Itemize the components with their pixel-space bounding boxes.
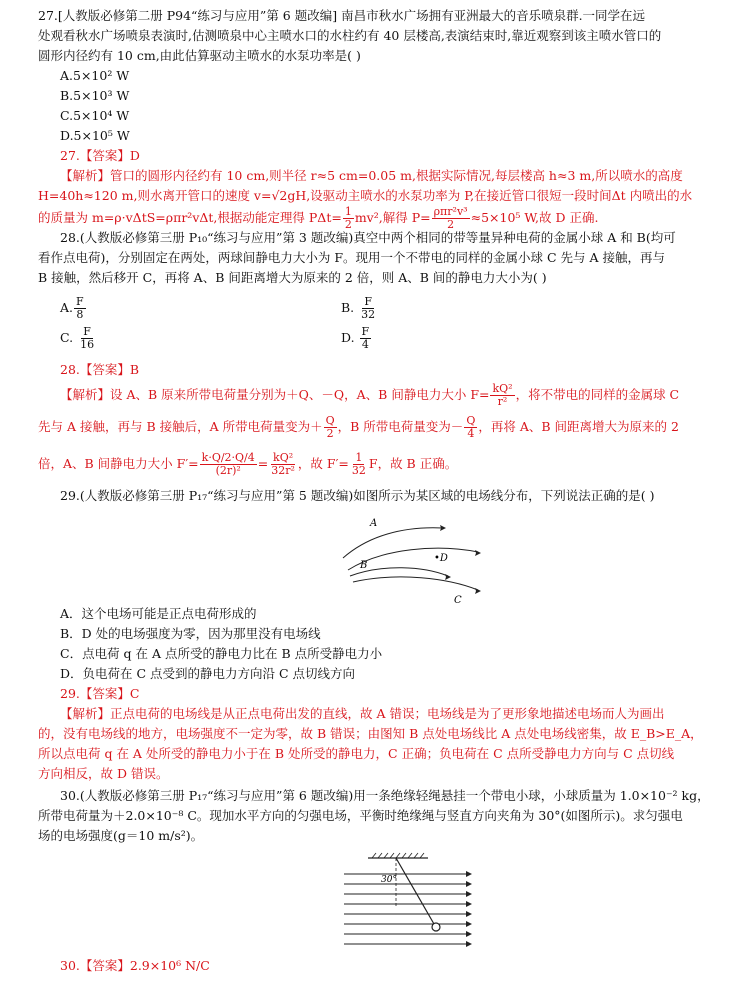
q28-option-d [341, 326, 372, 351]
option-letter: A. [60, 300, 74, 315]
frac-numerator: kQ² [273, 451, 294, 464]
q29-explanation-line-1: 【解析】正点电荷的电场线是从正点电荷出发的直线，故 A 错误；电场线是为了更形象地描述电场而人为画出 [60, 706, 665, 721]
q27-option-a: A.5×10² W [60, 68, 130, 83]
q27-exp3-part-c: ≈5×10⁵ W,故 D 正确. [470, 210, 599, 225]
option-fraction [74, 296, 86, 321]
q28-exp1-part-b: ，将不带电的同样的金属球 C [515, 387, 680, 402]
q29-explanation-line-2: 的，没有电场线的地方，电场强度不一定为零，故 B 错误；由图知 B 点处电场线比 A 点处电场线密集，故 E_B>E_A， [38, 726, 703, 741]
label-a: A [370, 518, 378, 529]
q29-stem: 29.(人教版必修第三册 P₁₇“练习与应用”第 5 题改编)如图所示为某区域的电场线分布，下列说法正确的是( ) [60, 488, 655, 503]
label-c: C [454, 595, 462, 604]
frac-numerator: Q [325, 414, 335, 427]
q27-explanation-line-2: H=40h≈120 m,则水离开管口的速度 v=√2gH,设驱动主喷水的水泵功率为 P,在接近管口很短一段时间Δt 内喷出的水 [38, 188, 693, 203]
option-letter: B. [341, 300, 355, 315]
q29-option-c: C．点电荷 q 在 A 点所受的静电力比在 B 点所受静电力小 [60, 646, 383, 661]
question-28 [38, 228, 728, 484]
q30-stem-line-3: 场的电场强度(g＝10 m/s²)。 [38, 828, 204, 843]
frac-numerator: F [364, 295, 372, 308]
frac-numerator: F [83, 325, 91, 338]
frac-denominator: 16 [80, 338, 95, 351]
q28-explanation-line-1 [38, 380, 728, 410]
q29-option-b: B．D 处的电场强度为零，因为那里没有电场线 [60, 626, 321, 641]
q28-stem-line-1: 28.(人教版必修第三册 P₁₀“练习与应用”第 3 题改编)真空中两个相同的带等量异种电荷的金属小球 A 和 B(均可 [60, 230, 676, 245]
q28-option-c [60, 326, 97, 351]
ceiling-hatch [372, 853, 424, 858]
pendulum-field-diagram [38, 846, 728, 950]
frac-denominator: 32 [361, 308, 376, 321]
q28-fraction-q2 [324, 415, 337, 440]
field-line-b [348, 548, 478, 570]
question-30 [38, 786, 728, 976]
q27-stem-line-1: 27.[人教版必修第二册 P94“练习与应用”第 6 题改编] 南昌市秋水广场拥有亚洲最大的音乐喷泉群.一同学在远 [38, 8, 646, 23]
q29-option-d: D．负电荷在 C 点受到的静电力方向沿 C 点切线方向 [60, 666, 356, 681]
q27-stem-line-3: 圆形内径约有 10 cm,由此估算驱动主喷水的水泵功率是( ) [38, 48, 361, 63]
field-arrow-heads [466, 871, 472, 947]
frac-numerator: F [76, 295, 84, 308]
q28-stem-line-2: 看作点电荷)，分别固定在两处，两球间静电力大小为 F。现用一个不带电的同样的金属小球 C 先与 A 接触，再与 [38, 250, 666, 265]
frac-numerator: 1 [344, 205, 352, 218]
frac-numerator: F [361, 325, 370, 338]
field-lines [344, 874, 468, 944]
frac-denominator: 2 [344, 218, 352, 231]
q28-options-row-1 [38, 288, 728, 326]
option-fraction [78, 326, 96, 351]
arrow-head-c [475, 588, 481, 594]
angle-label: 30° [381, 875, 397, 885]
q28-exp3-part-d: F，故 B 正确。 [368, 456, 458, 471]
frac-denominator: 4 [361, 338, 369, 351]
q28-option-b [341, 296, 378, 321]
q28-exp3-part-a: 倍，A、B 间静电力大小 F′= [38, 456, 199, 471]
question-29 [38, 486, 728, 784]
q28-fraction-result [269, 452, 297, 477]
q29-explanation-line-3: 所以点电荷 q 在 A 处所受的静电力小于在 B 处所受的静电力，C 正确；负电荷在 C 点所受静电力方向与 C 点切线 [38, 746, 675, 761]
frac-denominator: 4 [467, 427, 475, 440]
option-fraction [360, 326, 372, 351]
frac-denominator: 8 [76, 308, 84, 321]
arrow-head-b [475, 550, 481, 556]
q28-exp1-part-a: 【解析】设 A、B 原来所带电荷量分别为＋Q、－Q，A、B 间静电力大小 F= [60, 387, 490, 402]
q27-option-c: C.5×10⁴ W [60, 108, 130, 123]
frac-numerator: Q [466, 414, 476, 427]
q28-explanation-line-3 [38, 444, 728, 484]
q28-exp2-part-a: 先与 A 接触，再与 B 接触后，A 所带电荷量变为＋ [38, 419, 323, 434]
q27-exp3-part-b: mv²,解得 P= [354, 210, 431, 225]
q28-exp3-part-c: ，故 F′= [297, 456, 349, 471]
q27-explanation-line-1: 【解析】管口的圆形内径约有 10 cm,则半径 r≈5 cm=0.05 m,根据实际情况,每层楼高 h≈3 m,所以喷水的高度 [60, 168, 683, 183]
frac-numerator: ρπr²v³ [433, 205, 468, 218]
frac-denominator: r² [497, 395, 508, 408]
arrow-head-b2 [445, 574, 451, 580]
q28-answer: 28.【答案】B [60, 362, 140, 377]
frac-denominator: 32r² [271, 464, 295, 477]
q29-option-a: A．这个电场可能是正点电荷形成的 [60, 606, 257, 621]
paper-page [38, 6, 728, 976]
option-letter: D. [341, 330, 355, 345]
q28-stem-line-3: B 接触，然后移开 C，再将 A、B 间距离增大为原来的 2 倍，则 A、B 间的静电力大小为( ) [38, 270, 547, 285]
frac-numerator: 1 [355, 451, 363, 464]
option-fraction [359, 296, 377, 321]
question-27 [38, 6, 728, 231]
q29-answer: 29.【答案】C [60, 686, 140, 701]
q28-options-row-2 [38, 326, 728, 360]
q28-exp2-part-c: ，再将 A、B 间距离增大为原来的 2 [478, 419, 679, 434]
field-lines-diagram [38, 506, 728, 604]
frac-numerator: k·Q/2·Q/4 [201, 451, 255, 464]
q27-option-d: D.5×10⁵ W [60, 128, 130, 143]
q28-fraction-q4 [464, 415, 477, 440]
q28-explanation-line-2 [38, 410, 728, 444]
q30-stem-line-2: 所带电荷量为＋2.0×10⁻⁸ C。现加水平方向的匀强电场，平衡时绝缘绳与竖直方向夹角为 30°(如图所示)。求匀强电 [38, 808, 683, 823]
q28-fraction-final [350, 452, 368, 477]
q27-exp3-part-a: 的质量为 m=ρ·vΔtS=ρπr²vΔt,根据动能定理得 PΔt= [38, 210, 342, 225]
q27-explanation-line-3 [38, 205, 728, 231]
frac-denominator: 32 [351, 464, 366, 477]
field-line-a [343, 528, 443, 558]
field-line-c [353, 577, 478, 590]
q28-fraction-big [200, 452, 257, 477]
option-letter: C. [60, 330, 74, 345]
q29-field-line-figure [38, 506, 728, 604]
label-b: B [360, 560, 368, 571]
q27-answer: 27.【答案】D [60, 148, 140, 163]
q30-pendulum-figure [38, 846, 728, 950]
q27-option-b: B.5×10³ W [60, 88, 130, 103]
q28-option-a [60, 296, 87, 321]
q28-fraction-coulomb [490, 383, 514, 408]
frac-denominator: (2r)² [215, 464, 241, 477]
frac-denominator: 2 [447, 218, 455, 231]
label-d: •D [434, 553, 448, 564]
q28-exp3-part-b: = [257, 456, 269, 471]
charged-ball [432, 923, 440, 931]
q30-stem-line-1: 30.(人教版必修第三册 P₁₇“练习与应用”第 6 题改编)用一条绝缘轻绳悬挂一个带电小球，小球质量为 1.0×10⁻² kg， [60, 788, 710, 803]
frac-numerator: kQ² [492, 382, 513, 395]
q27-stem-line-2: 处观看秋水广场喷泉表演时,估测喷泉中心主喷水口的水柱约有 40 层楼高,表演结束时,靠近观察到该主喷水管口的 [38, 28, 662, 43]
q29-explanation-line-4: 方向相反，故 D 错误。 [38, 766, 169, 781]
frac-denominator: 2 [326, 427, 334, 440]
q30-answer: 30.【答案】2.9×10⁶ N/C [60, 958, 210, 973]
q28-exp2-part-b: ，B 所带电荷量变为－ [337, 419, 464, 434]
